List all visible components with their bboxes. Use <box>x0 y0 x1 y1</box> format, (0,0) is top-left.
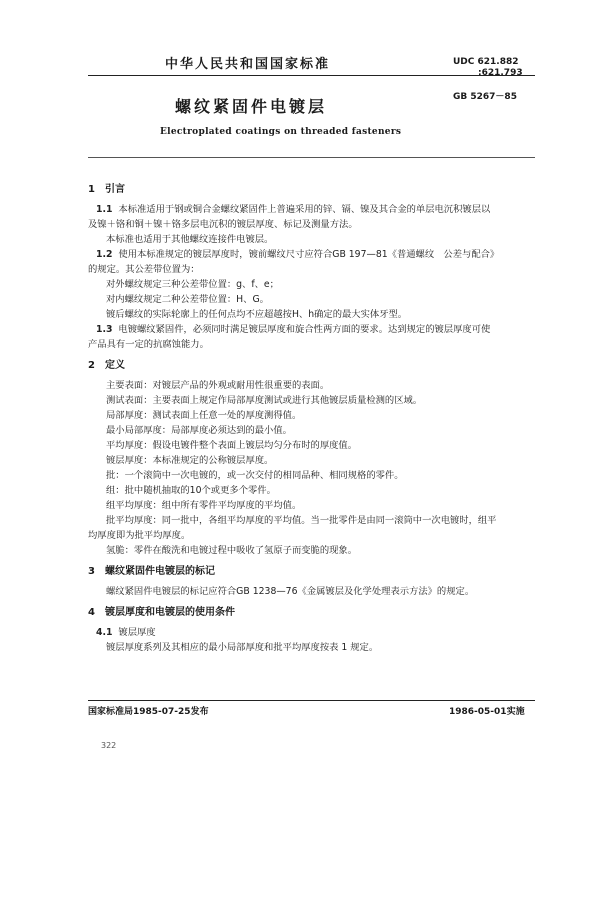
text: 本标准适用于钢或铜合金螺纹紧固件上普遍采用的锌、镉、镍及其合金的单层电沉积镀层以 <box>118 204 491 215</box>
paragraph-1-2-line-4: 对内螺纹规定二种公差带位置：H、G。 <box>106 294 269 305</box>
definition-group: 组：批中随机抽取的10个或更多个零件。 <box>106 485 276 496</box>
section-3-paragraph: 螺纹紧固件电镀层的标记应符合GB 1238—76《金属镀层及化学处理表示方法》的规定。 <box>106 586 475 597</box>
clause-number: 4.1 <box>96 627 113 638</box>
udc-line-1: UDC 621.882 <box>453 57 519 67</box>
paragraph-1-3-line-1 <box>96 321 490 335</box>
paragraph-1-2-line-3: 对外螺纹规定三种公差带位置：g、f、e； <box>106 279 279 290</box>
header-rule <box>88 75 535 76</box>
section-title: 引言 <box>105 184 125 195</box>
text: 电镀螺纹紧固件，必须同时满足镀层厚度和旋合性两方面的要求。达到规定的镀层厚度可使 <box>118 324 491 335</box>
footer-rule <box>88 700 535 701</box>
text: 镀层厚度 <box>118 627 156 638</box>
paragraph-1-1-line-1 <box>96 201 490 215</box>
paragraph-1-3-line-2: 产品具有一定的抗腐蚀能力。 <box>88 339 209 350</box>
document-title: 螺纹紧固件电镀层 <box>175 97 328 116</box>
definition-average-thickness: 平均厚度：假设电镀件整个表面上镀层均匀分布时的厚度值。 <box>106 440 358 451</box>
section-number: 3 <box>88 566 95 577</box>
paragraph-1-1-line-2: 及镍＋铬和铜＋镍＋铬多层电沉积的镀层厚度、标记及测量方法。 <box>88 219 358 230</box>
definition-batch-average-line-1: 批平均厚度：同一批中，各组平均厚度的平均值。当一批零件是由同一滚筒中一次电镀时，组平 <box>106 515 497 526</box>
section-1-heading <box>88 180 125 195</box>
page-number: 322 <box>101 741 117 750</box>
title-divider <box>88 157 535 158</box>
paragraph-1-1-line-3: 本标准也适用于其他螺纹连接件电镀层。 <box>106 234 274 245</box>
definition-coating-thickness: 镀层厚度：本标准规定的公称镀层厚度。 <box>106 455 274 466</box>
definition-main-surface: 主要表面：对镀层产品的外观或耐用性很重要的表面。 <box>106 380 330 391</box>
paragraph-1-2-line-1 <box>96 246 499 260</box>
definition-batch-average-line-2: 均厚度即为批平均厚度。 <box>88 530 191 541</box>
definition-hydrogen-embrittlement: 氢脆：零件在酸洗和电镀过程中吸收了氢原子而变脆的现象。 <box>106 545 358 556</box>
definition-test-surface: 测试表面：主要表面上规定作局部厚度测试或进行其他镀层质量检测的区域。 <box>106 395 423 406</box>
clause-number: 1.1 <box>96 204 113 215</box>
gb-number: GB 5267－85 <box>453 92 517 102</box>
section-title: 镀层厚度和电镀层的使用条件 <box>105 607 235 618</box>
paragraph-1-2-line-5: 镀后螺纹的实际轮廓上的任何点均不应超越按H、h确定的最大实体牙型。 <box>106 309 408 320</box>
document-subtitle: Electroplated coatings on threaded fasteners <box>160 127 402 137</box>
section-3-heading <box>88 562 215 577</box>
definition-min-local-thickness: 最小局部厚度：局部厚度必须达到的最小值。 <box>106 425 292 436</box>
definition-local-thickness: 局部厚度：测试表面上任意一处的厚度测得值。 <box>106 410 302 421</box>
paragraph-1-2-line-2: 的规定。其公差带位置为： <box>88 264 200 275</box>
effective-date: 1986-05-01实施 <box>449 707 525 717</box>
clause-number: 1.2 <box>96 249 113 260</box>
section-number: 1 <box>88 184 95 195</box>
section-2-heading <box>88 356 125 371</box>
clause-4-1-heading <box>96 624 156 638</box>
standard-org-title: 中华人民共和国国家标准 <box>165 57 331 72</box>
definition-batch: 批：一个滚筒中一次电镀的，或一次交付的相同品种、相同规格的零件。 <box>106 470 404 481</box>
clause-4-1-paragraph: 镀层厚度系列及其相应的最小局部厚度和批平均厚度按表 1 规定。 <box>106 642 379 653</box>
issue-date: 国家标准局1985-07-25发布 <box>88 707 209 717</box>
section-title: 定义 <box>105 360 125 371</box>
clause-number: 1.3 <box>96 324 113 335</box>
section-number: 2 <box>88 360 95 371</box>
udc-line-2: :621.793 <box>478 68 523 78</box>
section-number: 4 <box>88 607 95 618</box>
text: 使用本标准规定的镀层厚度时，镀前螺纹尺寸应符合GB 197—81《普通螺纹 公差与配合》 <box>118 249 500 260</box>
section-title: 螺纹紧固件电镀层的标记 <box>105 566 215 577</box>
section-4-heading <box>88 603 235 618</box>
definition-group-average: 组平均厚度：组中所有零件平均厚度的平均值。 <box>106 500 302 511</box>
